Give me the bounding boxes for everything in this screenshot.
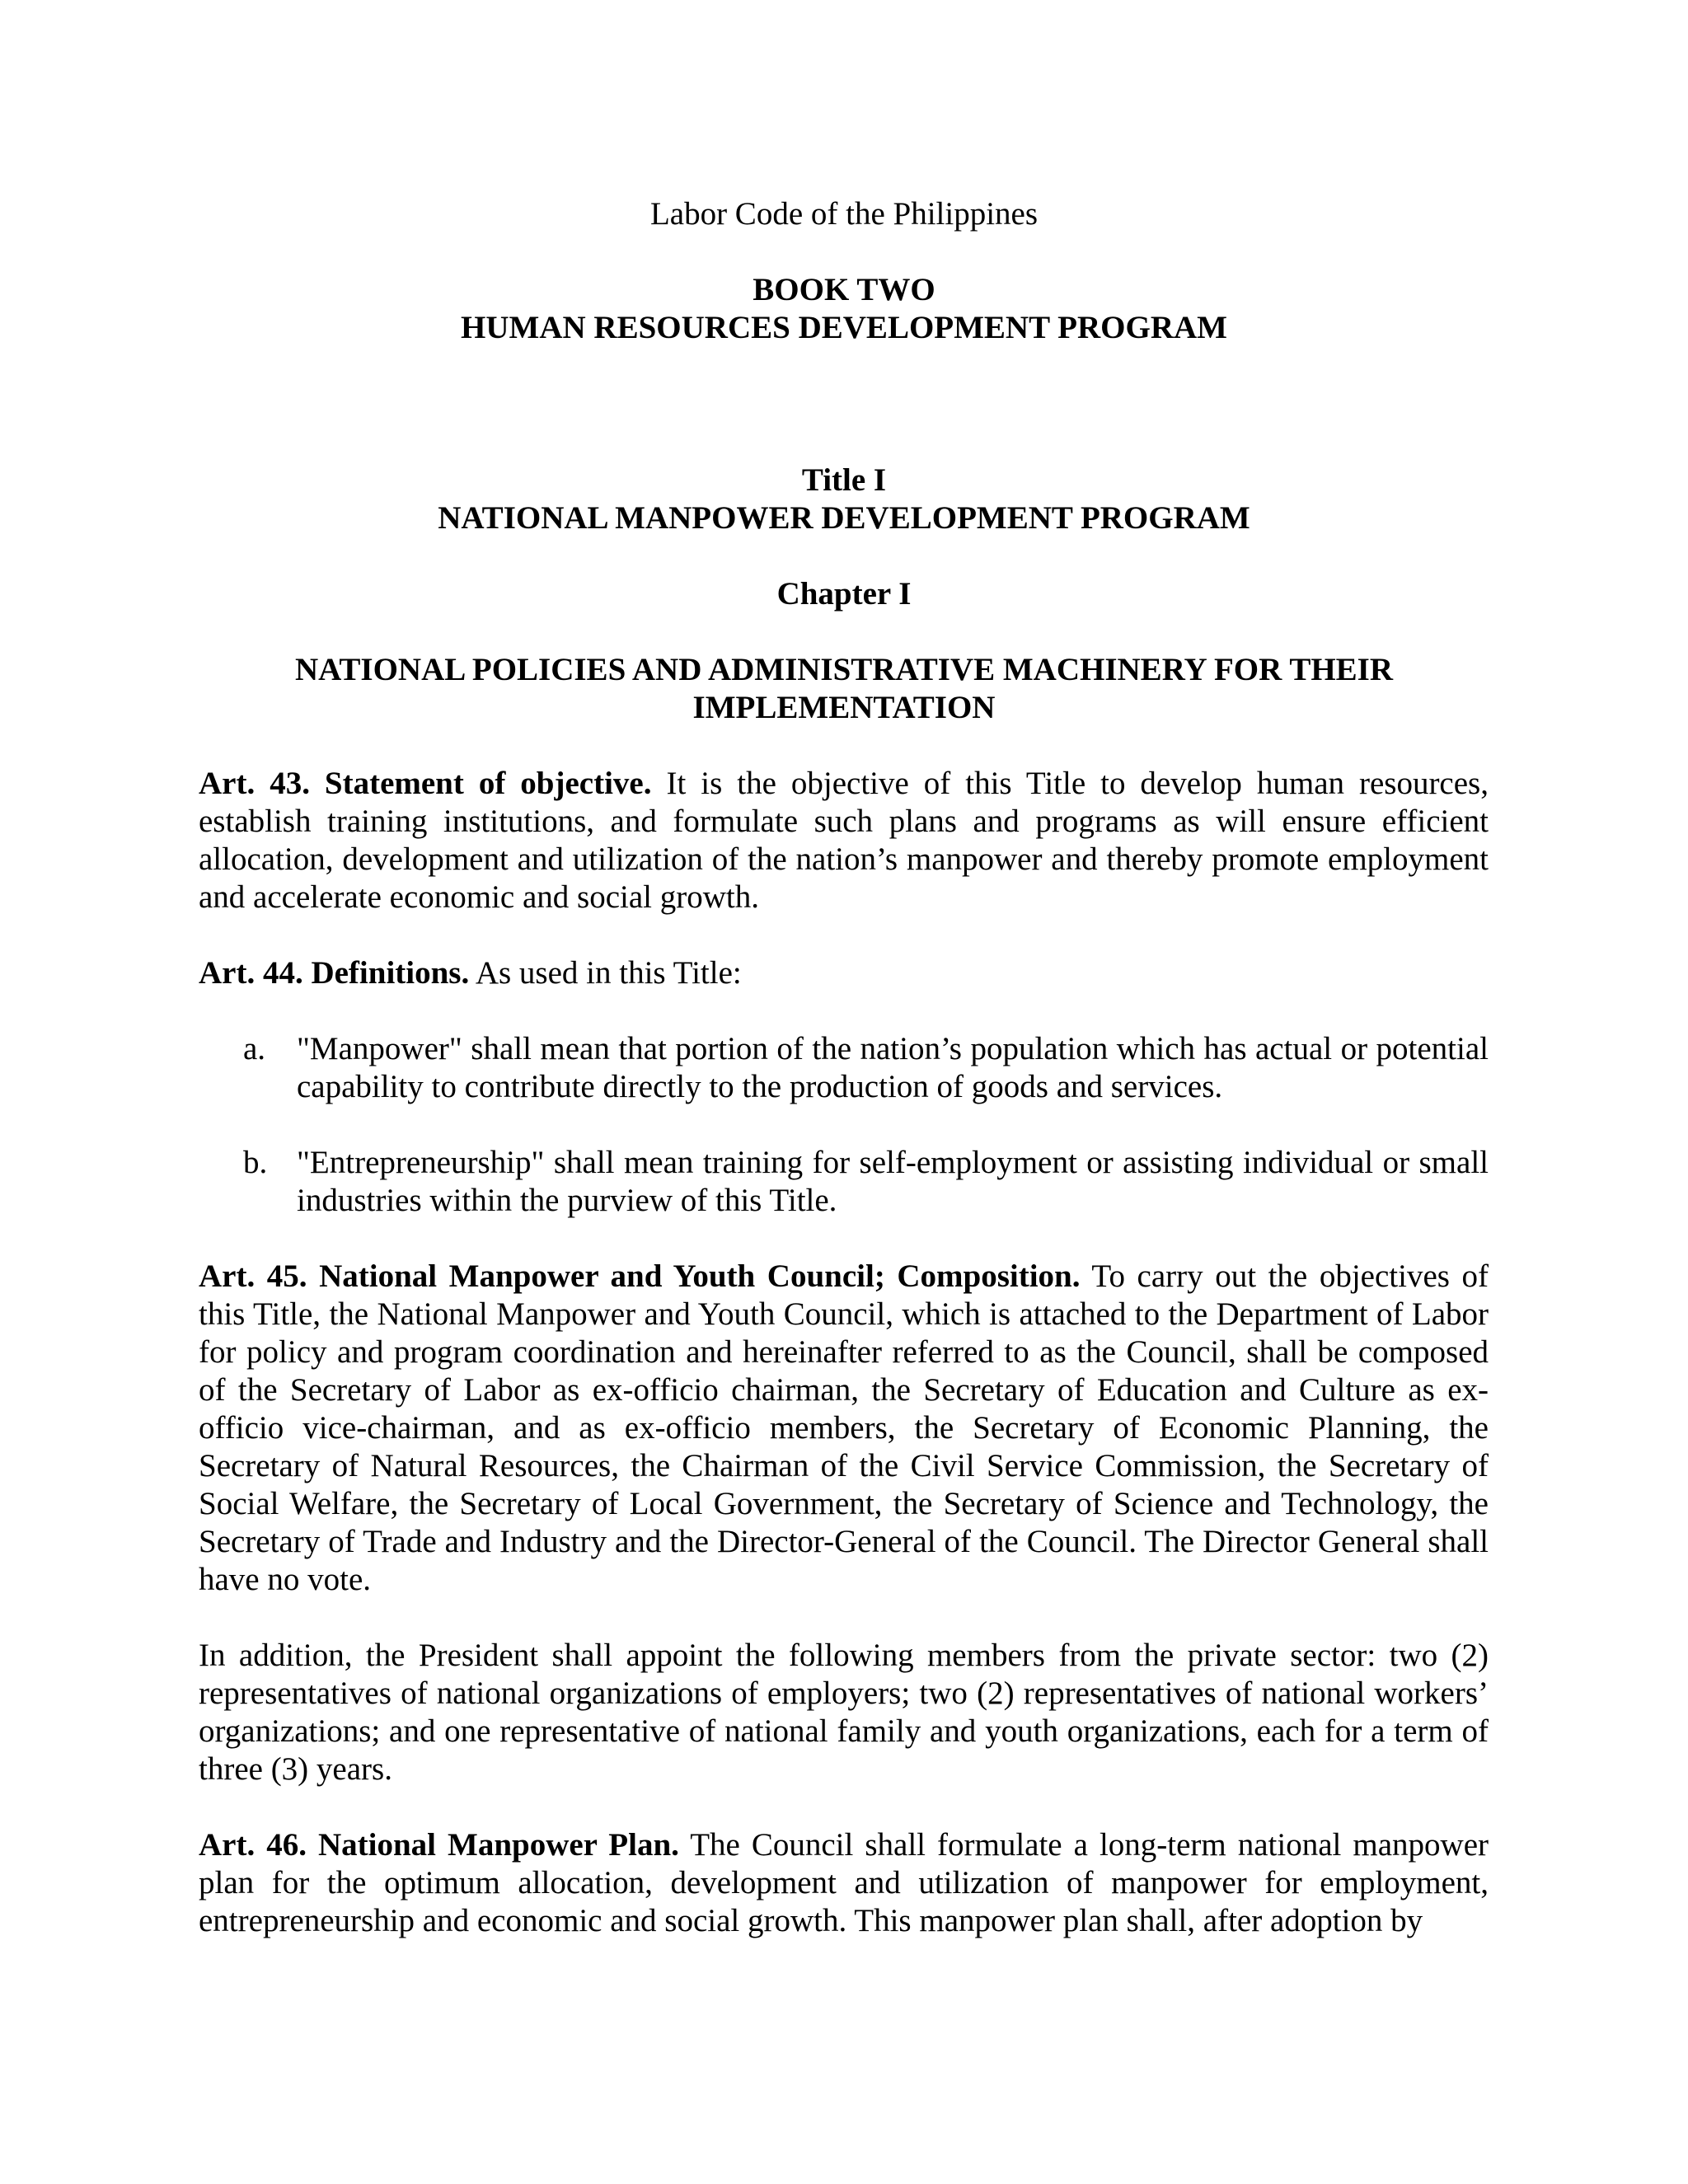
definition-item-b	[243, 1144, 1489, 1220]
article-43-text: It is the objective of this Title to develop human resources, establish training institutions, and formulate such plans and programs as will ensure efficient allocation, development and utilization of the nation’s manpower and thereby promote employment and accelerate economic and social growth.	[199, 766, 1489, 915]
article-43-heading: Art. 43. Statement of objective.	[199, 766, 652, 801]
document-header: Labor Code of the Philippines	[649, 196, 1039, 232]
article-44-heading: Art. 44. Definitions.	[199, 955, 470, 991]
article-46-heading: Art. 46. National Manpower Plan.	[199, 1827, 679, 1863]
article-43	[199, 765, 1489, 916]
article-44	[199, 954, 1489, 992]
title-label: Title I	[801, 462, 887, 498]
definition-item-a	[243, 1030, 1489, 1106]
book-label: BOOK TWO	[753, 272, 935, 307]
title-name: NATIONAL MANPOWER DEVELOPMENT PROGRAM	[438, 500, 1250, 536]
article-45-heading: Art. 45. National Manpower and Youth Council; Composition.	[199, 1258, 1081, 1294]
article-45-text: To carry out the objectives of this Title, the National Manpower and Youth Council, which is attached to the Department of Labor for policy and program coordination and hereinafter referred to as the Council, shall be composed of the Secretary of Labor as ex-officio chairman, the Secretary of Education and Culture as ex-officio vice-chairman, and as ex-officio members, the Secretary of Economic Planning, the Secretary of Natural Resources, the Chairman of the Civil Service Commission, the Secretary of Social Welfare, the Secretary of Local Government, the Secretary of Science and Technology, the Secretary of Trade and Industry and the Director-General of the Council. The Director General shall have no vote.	[199, 1258, 1489, 1597]
article-45-continuation: In addition, the President shall appoint the following members from the private sector: two (2) representatives of national organizations of employers; two (2) representatives of national workers’ organizations; and one representative of national family and youth organizations, each for a term of three (3) years.	[199, 1638, 1489, 1787]
article-46	[199, 1826, 1489, 1940]
book-title: HUMAN RESOURCES DEVELOPMENT PROGRAM	[461, 310, 1227, 345]
article-46-text: The Council shall formulate a long-term national manpower plan for the optimum allocation, development and utilization of manpower for employment, entrepreneurship and economic and social growth. This manpower plan shall, after adoption by	[199, 1827, 1489, 1938]
article-45	[199, 1258, 1489, 1599]
chapter-title: NATIONAL POLICIES AND ADMINISTRATIVE MACHINERY FOR THEIR IMPLEMENTATION	[294, 652, 1394, 725]
list-marker: a.	[243, 1031, 266, 1066]
chapter-label: Chapter I	[776, 576, 912, 612]
article-44-text: As used in this Title:	[469, 955, 742, 991]
definition-text: "Manpower" shall mean that portion of the nation’s population which has actual or potential capability to contribute directly to the production of goods and services.	[297, 1031, 1489, 1104]
definition-text: "Entrepreneurship" shall mean training for self-employment or assisting individual or small industries within the purview of this Title.	[297, 1145, 1489, 1218]
list-marker: b.	[243, 1145, 268, 1180]
